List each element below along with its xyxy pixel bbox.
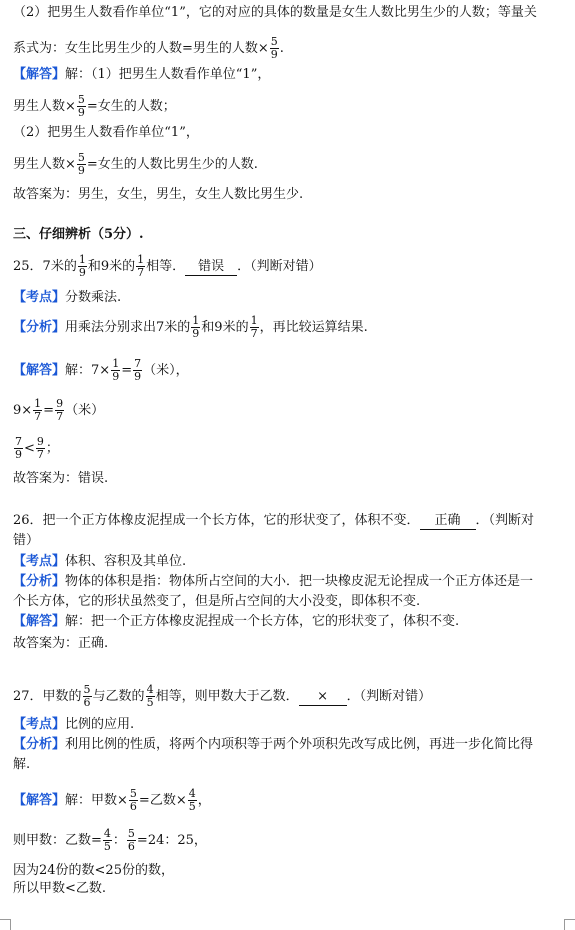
- kaodian-text: 比例的应用.: [65, 717, 135, 732]
- fraction-numerator: 5: [77, 93, 85, 106]
- jieda-tag: 【解答】: [13, 614, 66, 629]
- fraction-numerator: 4: [146, 683, 154, 696]
- text: 解：甲数×: [65, 793, 128, 808]
- fraction-denominator: 9: [77, 164, 85, 177]
- text: ．（判断对错）: [346, 689, 432, 704]
- section-title: 三、仔细辨析（5分）.: [13, 227, 144, 242]
- q25-jieda: [13, 358, 189, 383]
- text: 26．把一个正方体橡皮泥捏成一个长方体，它的形状变了，体积不变．: [13, 513, 420, 528]
- text: 男生人数×: [13, 99, 76, 114]
- kaodian-tag: 【考点】: [13, 717, 66, 732]
- text: 27．甲数的: [13, 689, 82, 704]
- kaodian-tag: 【考点】: [13, 290, 66, 305]
- text: 用乘法分别求出7米的: [65, 320, 191, 335]
- text: 男生人数×: [13, 157, 76, 172]
- q27-kaodian: [13, 716, 134, 734]
- intro-line-1: （2）把男生人数看作单位“1”，它的对应的具体的数量是女生人数比男生少的人数；等量关: [13, 5, 537, 20]
- fraction-9-7: [55, 398, 64, 423]
- corner-mark: [564, 919, 575, 930]
- fenxi-tag: 【分析】: [13, 737, 66, 752]
- text: 利用比例的性质，将两个内项积等于两个外项积先改写成比例，再进一步化简比得: [65, 737, 534, 752]
- jieda-text: 解：（1）把男生人数看作单位“1”，: [65, 67, 271, 82]
- text: =24：25，: [136, 833, 207, 848]
- semicolon: ；: [45, 441, 59, 456]
- text: ，: [197, 793, 211, 808]
- jieda-tag: 【解答】: [13, 363, 66, 378]
- fraction-denominator: 6: [127, 840, 135, 853]
- fraction-denominator: 9: [15, 448, 22, 461]
- intro-jieda-line: [13, 66, 270, 84]
- fraction-numerator: 5: [270, 35, 278, 48]
- fraction-denominator: 9: [134, 370, 142, 383]
- equals: =: [121, 363, 133, 378]
- q27-stem: [13, 684, 431, 709]
- q25-kaodian: [13, 289, 121, 307]
- fraction-numerator: 5: [77, 151, 85, 164]
- q25-compare: [13, 436, 59, 461]
- colon: ：: [112, 833, 126, 848]
- fraction-numerator: 1: [34, 397, 42, 410]
- fraction-1-9: [78, 254, 87, 279]
- fraction-numerator: 1: [250, 314, 258, 327]
- text: =女生的人数比男生少的人数.: [86, 157, 258, 172]
- fraction-denominator: 9: [78, 266, 86, 279]
- text: 25．7米的: [13, 259, 77, 274]
- fraction-denominator: 9: [112, 370, 120, 383]
- q25-answer: 故答案为：错误.: [13, 471, 109, 486]
- fraction-denominator: 6: [129, 800, 137, 813]
- fraction-numerator: 1: [137, 253, 145, 266]
- fraction-7-9: [14, 436, 23, 461]
- fraction-numerator: 7: [134, 357, 142, 370]
- fraction-numerator: 5: [83, 683, 91, 696]
- fraction-numerator: 5: [129, 787, 137, 800]
- fraction-5-9: [270, 36, 279, 61]
- fraction-denominator: 9: [77, 106, 85, 119]
- fraction-1-7: [250, 315, 259, 340]
- less-than: <: [24, 441, 35, 456]
- fraction-4-5: [103, 828, 112, 853]
- q26-fenxi: [13, 573, 533, 591]
- q27-fenxi-line-2: 解.: [13, 757, 31, 772]
- text: 与乙数的: [92, 689, 145, 704]
- fraction-5-6: [129, 788, 138, 813]
- kaodian-text: 分数乘法.: [65, 290, 122, 305]
- q27-because: 因为24份的数<25份的数，: [13, 863, 174, 878]
- intro-answer: 故答案为：男生，女生，男生，女生人数比男生少.: [13, 187, 304, 202]
- q27-jieda: [13, 788, 211, 813]
- corner-mark: [0, 919, 11, 930]
- fraction-denominator: 7: [250, 327, 258, 340]
- fraction-denominator: 5: [103, 840, 111, 853]
- text: 相等，则甲数大于乙数．: [155, 689, 299, 704]
- q26-stem-line-2: 错）: [13, 533, 40, 548]
- text: =女生的人数；: [86, 99, 176, 114]
- fraction-denominator: 7: [34, 410, 42, 423]
- text: 9×: [13, 403, 33, 418]
- q26-jieda: [13, 613, 459, 631]
- fraction-denominator: 7: [36, 448, 44, 461]
- fraction-denominator: 5: [146, 696, 154, 709]
- answer-blank: 错误: [185, 259, 237, 276]
- fraction-numerator: 5: [127, 827, 135, 840]
- fraction-numerator: 1: [112, 357, 120, 370]
- intro-equation-text: 系式为：女生比男生少的人数=男生的人数×: [13, 41, 269, 56]
- text: （米），: [143, 363, 189, 378]
- fraction-1-9: [111, 358, 120, 383]
- fenxi-tag: 【分析】: [13, 574, 66, 589]
- fraction-5-6: [83, 684, 92, 709]
- q27-ratio: [13, 828, 207, 853]
- text: =乙数×: [138, 793, 187, 808]
- q26-answer: 故答案为：正确.: [13, 636, 109, 651]
- q25-fenxi: [13, 315, 368, 340]
- jieda-tag: 【解答】: [13, 67, 66, 82]
- fraction-numerator: 1: [192, 314, 200, 327]
- fenxi-tag: 【分析】: [13, 320, 66, 335]
- q26-fenxi-line-2: 个长方体，它的形状虽然变了，但是所占空间的大小没变，即体积不变.: [13, 594, 421, 609]
- text: ，再比较运算结果.: [259, 320, 368, 335]
- fraction-1-7: [136, 254, 145, 279]
- answer-blank: ×: [299, 689, 347, 706]
- jieda-tag: 【解答】: [13, 793, 66, 808]
- text: 和9米的: [201, 320, 249, 335]
- fraction-4-5: [146, 684, 155, 709]
- fraction-5-9: [77, 152, 86, 177]
- text: 则甲数：乙数=: [13, 833, 102, 848]
- fraction-numerator: 9: [56, 397, 64, 410]
- answer-blank: 正确: [420, 513, 476, 530]
- fraction-4-5: [188, 788, 197, 813]
- fraction-denominator: 7: [137, 266, 145, 279]
- intro-equation-line: [13, 36, 284, 61]
- text: 和9米的: [87, 259, 136, 274]
- kaodian-text: 体积、容积及其单位.: [65, 554, 187, 569]
- fraction-denominator: 6: [83, 696, 91, 709]
- equals: =: [43, 403, 55, 418]
- fraction-denominator: 5: [188, 800, 196, 813]
- fraction-numerator: 9: [36, 435, 44, 448]
- text: 解：把一个正方体橡皮泥捏成一个长方体，它的形状变了，体积不变.: [65, 614, 460, 629]
- fraction-numerator: 4: [103, 827, 111, 840]
- intro-line-4: [13, 94, 176, 119]
- q27-so: 所以甲数<乙数.: [13, 881, 107, 896]
- q26-kaodian: [13, 553, 186, 571]
- fraction-5-6: [127, 828, 136, 853]
- fraction-1-7: [33, 398, 42, 423]
- text: （米）: [65, 403, 105, 418]
- q25-line-2: [13, 398, 104, 423]
- fraction-numerator: 4: [188, 787, 196, 800]
- fraction-denominator: 7: [56, 410, 64, 423]
- text: 解：7×: [65, 363, 111, 378]
- fraction-numerator: 1: [78, 253, 86, 266]
- q25-stem: [13, 254, 322, 279]
- text: 物体的体积是指：物体所占空间的大小．把一块橡皮泥无论捏成一个正方体还是一: [65, 574, 534, 589]
- fraction-denominator: 9: [270, 48, 278, 61]
- fraction-numerator: 7: [15, 435, 22, 448]
- q27-fenxi: [13, 736, 533, 754]
- q26-stem: [13, 512, 534, 530]
- fraction-denominator: 9: [192, 327, 200, 340]
- fraction-5-9: [77, 94, 86, 119]
- text: ．（判断对错）: [237, 259, 322, 274]
- intro-line-6: [13, 152, 258, 177]
- intro-line-5: （2）把男生人数看作单位“1”，: [13, 125, 199, 140]
- fraction-7-9: [133, 358, 142, 383]
- fraction-1-9: [191, 315, 200, 340]
- kaodian-tag: 【考点】: [13, 554, 66, 569]
- text: 相等．: [146, 259, 186, 274]
- period: .: [279, 41, 284, 56]
- text: ．（判断对: [475, 513, 535, 528]
- fraction-9-7: [36, 436, 45, 461]
